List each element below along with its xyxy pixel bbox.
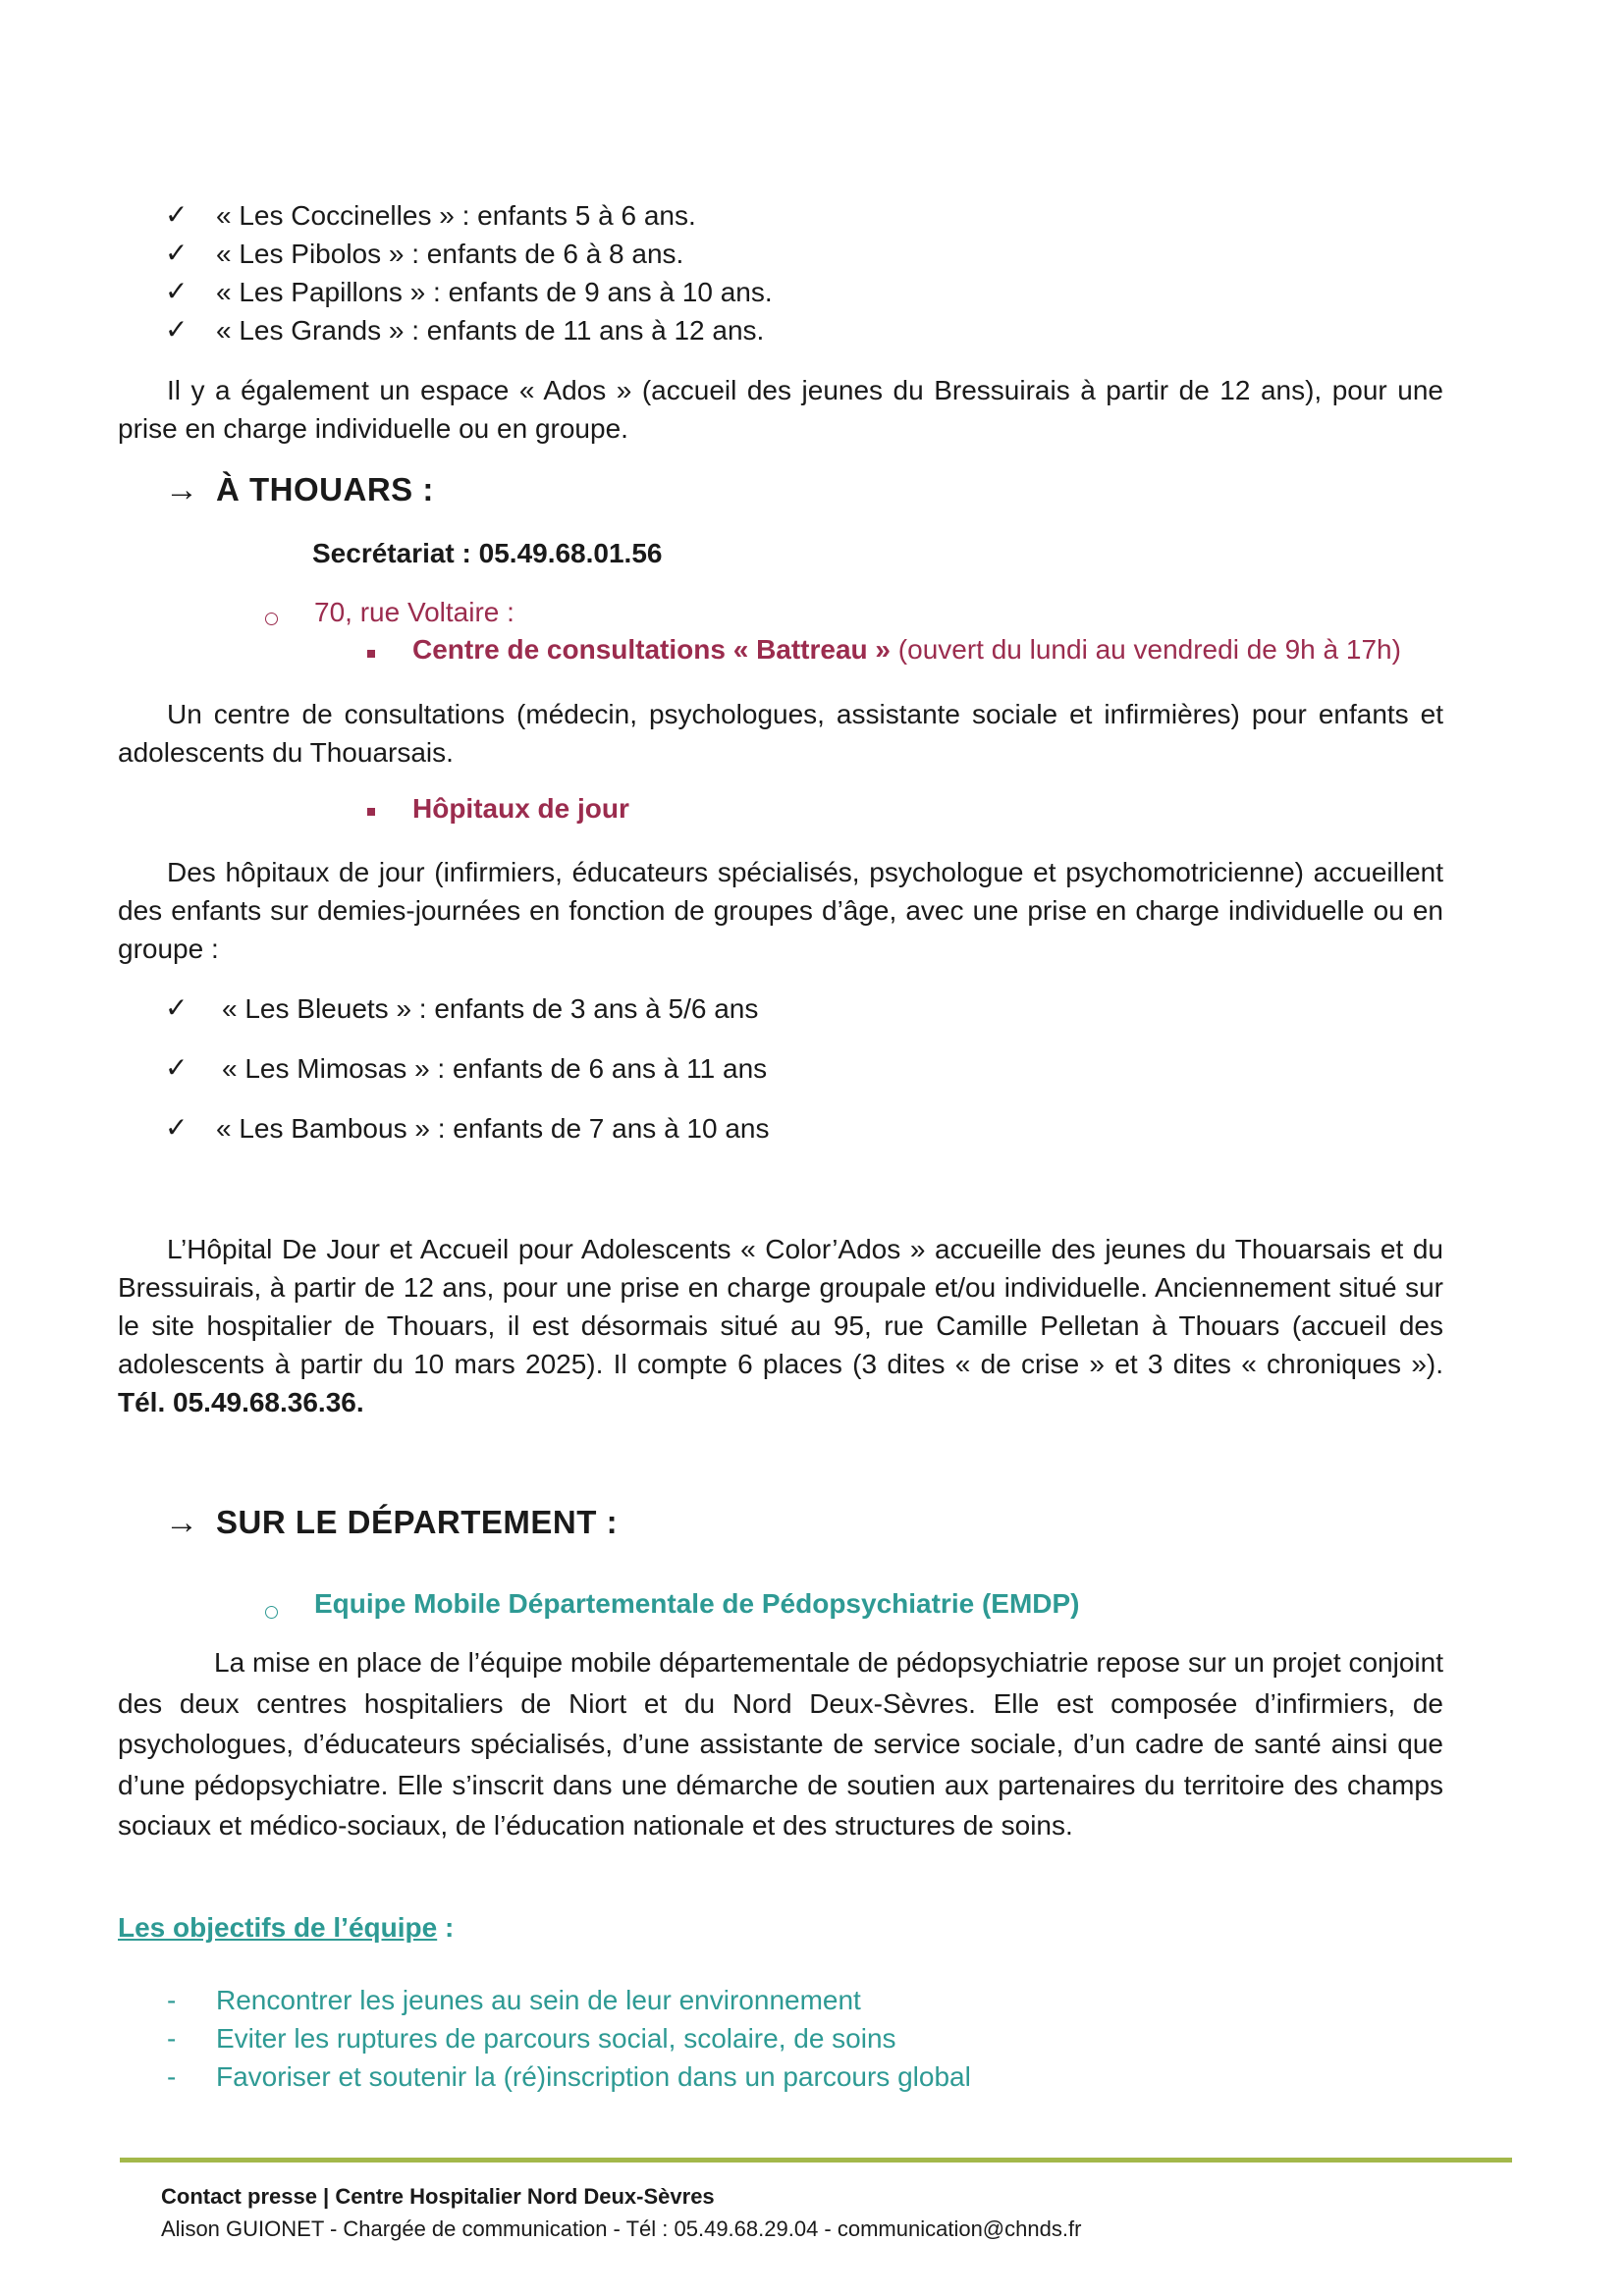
list-item: « Les Pibolos » : enfants de 6 à 8 ans. <box>216 239 684 269</box>
address: 70, rue Voltaire : <box>314 597 514 627</box>
emdp-title: Equipe Mobile Départementale de Pédopsychiatrie (EMDP) <box>314 1588 1080 1619</box>
battreau-title: Centre de consultations « Battreau » <box>412 634 892 665</box>
list-item: « Les Coccinelles » : enfants 5 à 6 ans. <box>216 200 696 231</box>
paragraph-ados: Il y a également un espace « Ados » (accueil des jeunes du Bressuirais à partir de 12 ans), pour une prise en charge individuelle ou en groupe. <box>118 375 1443 444</box>
dash-bullet-icon: - <box>167 2061 177 2092</box>
check-icon: ✓ <box>165 238 189 268</box>
check-icon: ✓ <box>165 199 189 230</box>
check-icon: ✓ <box>165 314 189 345</box>
list-item: « Les Grands » : enfants de 11 ans à 12 ans. <box>216 315 765 346</box>
list-item: « Les Bambous » : enfants de 7 ans à 10 ans <box>216 1113 770 1144</box>
paragraph-colorados <box>118 1230 1443 1421</box>
objectif-item: Eviter les ruptures de parcours social, scolaire, de soins <box>216 2023 896 2054</box>
check-icon: ✓ <box>165 992 189 1023</box>
objectifs-title: Les objectifs de l’équipe <box>118 1912 438 1943</box>
check-icon: ✓ <box>165 1052 189 1083</box>
paragraph-hopitaux: Des hôpitaux de jour (infirmiers, éducateurs spécialisés, psychologue et psychomotricienne) accueillent des enfants sur demies-journées en fonction de groupes d’âge, avec une prise en charge individuelle ou en groupe : <box>118 857 1443 964</box>
paragraph-consultations: Un centre de consultations (médecin, psychologues, assistante sociale et infirmières) pour enfants et adolescents du Thouarsais. <box>118 699 1443 768</box>
colorados-tel: Tél. 05.49.68.36.36. <box>118 1387 364 1417</box>
heading-thouars: À THOUARS : <box>216 471 434 507</box>
objectifs-colon: : <box>437 1912 455 1943</box>
list-item: « Les Mimosas » : enfants de 6 ans à 11 ans <box>222 1053 768 1084</box>
objectif-item: Rencontrer les jeunes au sein de leur environnement <box>216 1985 861 2015</box>
check-icon: ✓ <box>165 276 189 306</box>
footer-divider <box>120 2158 1512 2163</box>
battreau-line <box>412 634 1401 666</box>
list-item: « Les Bleuets » : enfants de 3 ans à 5/6 ans <box>222 993 759 1024</box>
arrow-right-icon: → <box>165 1504 198 1541</box>
objectif-item: Favoriser et soutenir la (ré)inscription dans un parcours global <box>216 2061 971 2092</box>
dash-bullet-icon: - <box>167 1985 177 2015</box>
footer-contact: Contact presse | Centre Hospitalier Nord Deux-Sèvres <box>161 2184 715 2209</box>
secretariat: Secrétariat : 05.49.68.01.56 <box>312 538 663 568</box>
paragraph-emdp: La mise en place de l’équipe mobile départementale de pédopsychiatrie repose sur un projet conjoint des deux centres hospitaliers de Niort et du Nord Deux-Sèvres. Elle est composée d’infirmiers, de psychologues, d’éducateurs spécialisés, d’une assistante de service sociale, d’un cadre de santé ainsi que d’une pédopsychiatre. Elle s’inscrit dans une démarche de soutien aux partenaires du territoire des champs sociaux et médico-sociaux, de l’éducation nationale et des structures de soins. <box>118 1647 1443 1841</box>
battreau-hours: (ouvert du lundi au vendredi de 9h à 17h) <box>891 634 1401 665</box>
arrow-right-icon: → <box>165 471 198 508</box>
circle-bullet-icon <box>265 613 278 625</box>
footer-details: Alison GUIONET - Chargée de communication - Tél : 05.49.68.29.04 - communication@chnds.fr <box>161 2216 1082 2241</box>
dash-bullet-icon: - <box>167 2023 177 2054</box>
circle-bullet-icon <box>265 1606 278 1619</box>
list-item: « Les Papillons » : enfants de 9 ans à 10 ans. <box>216 277 773 307</box>
square-bullet-icon <box>367 650 375 658</box>
heading-departement: SUR LE DÉPARTEMENT : <box>216 1504 619 1540</box>
hopitaux-title: Hôpitaux de jour <box>412 793 629 824</box>
objectifs-heading <box>118 1912 454 1944</box>
check-icon: ✓ <box>165 1112 189 1143</box>
colorados-text: L’Hôpital De Jour et Accueil pour Adolescents « Color’Ados » accueille des jeunes du Thouarsais et du Bressuirais, à partir de 12 ans, pour une prise en charge groupale et/ou individuelle. Anciennement situé sur le site hospitalier de Thouars, il est désormais situé au 95, rue Camille Pelletan à Thouars (accueil des adolescents à partir du 10 mars 2025). Il compte 6 places (3 dites « de crise » et 3 dites « chroniques »). <box>118 1234 1443 1379</box>
square-bullet-icon <box>367 808 375 816</box>
